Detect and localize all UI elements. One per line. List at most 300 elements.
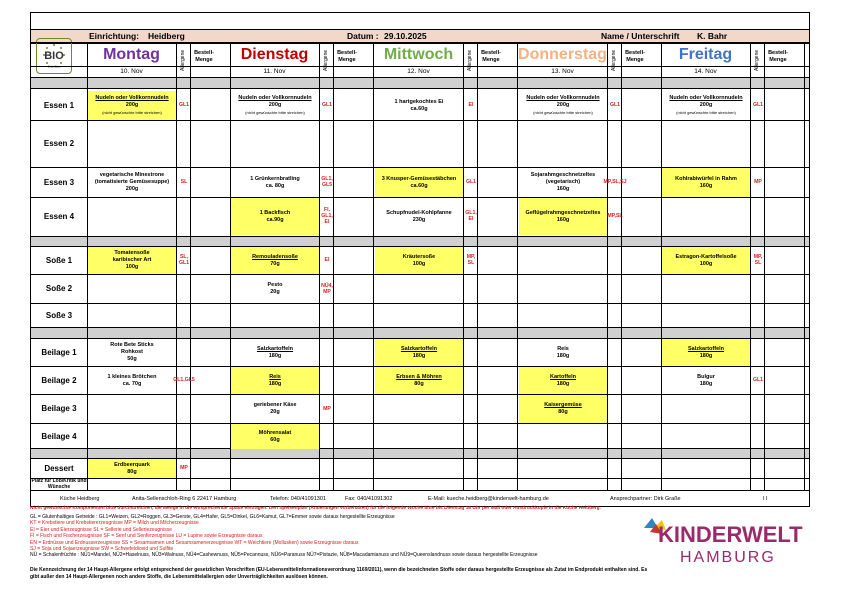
row-label-beilage3: Beilage 3 xyxy=(41,404,77,413)
bestellmenge-header xyxy=(477,50,505,64)
bestellmenge-input[interactable] xyxy=(334,304,361,327)
dish-text: 200g xyxy=(699,102,713,108)
menge-line: Menge xyxy=(338,57,356,63)
bestell-line: Bestell- xyxy=(481,50,501,56)
allergen-cell: GL1 xyxy=(752,377,764,383)
name-value: K. Bahr xyxy=(697,31,728,41)
dish-text: 80g xyxy=(558,409,568,415)
dish-text: ca. 70g xyxy=(122,380,142,387)
bestellmenge-input[interactable] xyxy=(334,247,361,274)
allergen-cell xyxy=(176,303,192,327)
dish-text: Erbsen & Möhren xyxy=(396,373,442,380)
dish-cell xyxy=(519,339,607,366)
dish-cell xyxy=(88,275,176,303)
day-name-mo: Montag xyxy=(103,46,160,63)
dish-cell xyxy=(88,121,176,167)
dish-cell xyxy=(662,247,750,274)
dish-text: ca. 80g xyxy=(265,182,285,189)
dish-text: ca.60g xyxy=(410,182,428,189)
allergen-cell: MP, SL xyxy=(753,254,763,266)
dish-cell xyxy=(88,367,176,394)
dish-cell xyxy=(375,304,463,327)
bestellmenge-input[interactable] xyxy=(622,304,649,327)
day-date-mi: 12. Nov xyxy=(374,66,463,77)
bestellmenge-input[interactable] xyxy=(765,198,792,235)
bestellmenge-input[interactable] xyxy=(191,198,218,235)
day-name-do: Donnerstag xyxy=(518,46,607,63)
allergen-cell xyxy=(607,458,623,478)
bestellmenge-input[interactable] xyxy=(478,275,505,303)
legend-line: KT = Krebstiere und Krebstiererzeugnisse MP = Milch und Milcherzeugnisse xyxy=(30,520,199,527)
allergene-header: Allergene xyxy=(180,49,186,71)
dish-cell xyxy=(231,247,319,274)
dish-cell xyxy=(519,91,607,120)
dish-cell xyxy=(375,339,463,366)
dish-cell xyxy=(662,424,750,449)
dish-text: 180g xyxy=(556,352,570,359)
menge-line: Menge xyxy=(626,57,644,63)
bestellmenge-input[interactable] xyxy=(334,339,361,366)
svg-text:KINDERWELT: KINDERWELT xyxy=(658,522,803,547)
allergen-cell xyxy=(463,120,479,167)
allergen-cell xyxy=(607,274,623,303)
bestellmenge-input[interactable] xyxy=(191,424,218,449)
dish-cell xyxy=(519,247,607,274)
dish-cell xyxy=(375,91,463,120)
dish-cell xyxy=(519,424,607,449)
dish-text: 100g xyxy=(699,260,713,267)
bestellmenge-input[interactable] xyxy=(765,247,792,274)
bestellmenge-input[interactable] xyxy=(478,121,505,167)
dish-cell xyxy=(231,424,319,449)
bestellmenge-header xyxy=(190,50,218,64)
bestellmenge-input[interactable] xyxy=(334,275,361,303)
dish-text: 200g xyxy=(125,186,139,192)
dish-cell xyxy=(231,395,319,423)
bestellmenge-input[interactable] xyxy=(478,459,505,478)
dish-cell xyxy=(519,304,607,327)
bestellmenge-input[interactable] xyxy=(334,198,361,235)
legend-line: FI = Fisch und Fischerzeugnisse SF = Senf und Senferzeugnisse LU = Lupine sowie Erzeugnisse daraus xyxy=(30,533,263,540)
dish-text: karibischer Art xyxy=(112,257,152,263)
allergen-legend xyxy=(30,514,538,559)
row-label-beilage4: Beilage 4 xyxy=(41,431,77,441)
bestellmenge-input[interactable] xyxy=(334,168,361,197)
allergen-cell xyxy=(607,366,623,394)
bestellmenge-input[interactable] xyxy=(765,367,792,394)
dish-text: ca.90g xyxy=(266,216,284,223)
dish-text: Salzkartoffeln xyxy=(256,345,294,352)
dish-text: 200g xyxy=(125,102,139,108)
bestell-line: Bestell- xyxy=(194,50,214,56)
svg-text:EU-Bio: EU-Bio xyxy=(47,64,61,69)
bestellmenge-header xyxy=(621,50,649,64)
legend-line: GL = Glutenhaltiges Getreide : GL1=Weizen, GL2=Roggen, GL3=Gerste, GL4=Hafer, GL5=Dinkel, GL6=Kamut, GL7=Emmer sowie daraus hergestellte Erzeugnisse xyxy=(30,514,395,520)
dish-cell xyxy=(375,424,463,449)
dish-text: Schupfnudel-Kohlpfanne xyxy=(386,209,452,216)
allergen-cell xyxy=(463,274,479,303)
footer-fax: Fax: 040/41091302 xyxy=(345,496,393,502)
bestellmenge-input[interactable] xyxy=(622,91,649,120)
dish-text: geriebener Käse xyxy=(253,402,297,408)
bestellmenge-input[interactable] xyxy=(622,339,649,366)
bestellmenge-input[interactable] xyxy=(765,424,792,449)
dish-text: Bulgur xyxy=(697,373,715,380)
bestellmenge-input[interactable] xyxy=(478,304,505,327)
dish-text: (nicht gewünschte bitte streichen) xyxy=(102,110,162,115)
dish-text: Nudeln oder Vollkornnudeln xyxy=(238,95,312,101)
bestellmenge-input[interactable] xyxy=(191,275,218,303)
bestellmenge-input[interactable] xyxy=(478,168,505,197)
dish-cell xyxy=(231,121,319,167)
dish-text: Salzkartoffeln xyxy=(400,345,438,352)
bestellmenge-input[interactable] xyxy=(765,91,792,120)
dish-text: 200g xyxy=(268,102,282,108)
dish-cell xyxy=(519,275,607,303)
allergen-cell xyxy=(607,120,623,167)
bestellmenge-input[interactable] xyxy=(622,198,649,235)
dish-text: Erdbeerquark xyxy=(114,461,150,468)
separator-band xyxy=(31,448,809,458)
footer-ansprech: Ansprechpartner: Dirk Graße xyxy=(610,496,681,502)
grid-hline xyxy=(31,88,809,89)
bestellmenge-input[interactable] xyxy=(334,91,361,120)
bestellmenge-input[interactable] xyxy=(191,91,218,120)
bestellmenge-input[interactable] xyxy=(765,304,792,327)
row-label-sosse2: Soße 2 xyxy=(45,284,73,293)
allergen-cell xyxy=(750,303,766,327)
dish-cell xyxy=(662,367,750,394)
dish-text: 100g xyxy=(412,260,426,267)
allergen-cell xyxy=(176,197,192,235)
bestellmenge-input[interactable] xyxy=(191,395,218,423)
dish-cell xyxy=(662,168,750,197)
bestellmenge-input[interactable] xyxy=(191,459,218,478)
feedback-label: Platz für Lob/Kritik und Wünsche xyxy=(31,478,87,490)
allergen-cell: MP xyxy=(754,179,762,185)
day-date-di: 11. Nov xyxy=(230,66,319,77)
dish-cell xyxy=(662,304,750,327)
dish-cell xyxy=(662,395,750,423)
allergen-cell xyxy=(607,338,623,366)
bestellmenge-input[interactable] xyxy=(191,121,218,167)
dish-text: 60g xyxy=(270,436,280,443)
allergen-cell xyxy=(176,120,192,167)
allergen-cell: GL1,GL5 xyxy=(173,377,195,383)
allergen-cell: NÜ4, MP xyxy=(321,282,333,295)
legend-line: SJ = Soja und Sojaerzeugnisse SW = Schwefeldioxid und Sulfite xyxy=(30,546,174,553)
bestellmenge-input[interactable] xyxy=(622,247,649,274)
dish-text: Kohlrabiwürfel in Rahm xyxy=(675,175,737,182)
bestellmenge-input[interactable] xyxy=(334,424,361,449)
bestellmenge-input[interactable] xyxy=(191,304,218,327)
dish-text: 50g xyxy=(127,356,137,362)
allergen-cell: EI xyxy=(468,102,474,108)
day-date-mo: 10. Nov xyxy=(87,66,176,77)
dish-cell xyxy=(662,339,750,366)
dish-text: Nudeln oder Vollkornnudeln xyxy=(526,95,600,101)
allergen-cell: GL1, GL5 xyxy=(321,176,333,188)
dish-cell xyxy=(231,275,319,303)
dish-cell xyxy=(519,168,607,197)
dish-text: (tomatisierte Gemüsesuppe) xyxy=(94,179,170,185)
dish-cell xyxy=(662,121,750,167)
dish-text: 20g xyxy=(270,289,280,295)
dish-text: 80g xyxy=(414,380,424,387)
allergen-cell: MP,SL,SJ xyxy=(603,179,627,185)
day-name-fr: Freitag xyxy=(678,46,733,63)
legend-line: EI = Eier und Eierzeugnisse SL = Sellerie und Selleriezeugnisse xyxy=(30,526,172,533)
dish-text: vegetarische Minestrone xyxy=(99,172,165,178)
footer-email[interactable]: E-Mail: kueche.heidberg@kinderwelt-hamburg.de xyxy=(428,496,549,502)
grid-hline xyxy=(31,77,809,78)
name-label: Name / Unterschrift xyxy=(601,31,680,41)
allergen-cell xyxy=(607,423,623,449)
dish-text: 3 Knusper-Gemüsestäbchen xyxy=(381,175,457,182)
bestellmenge-input[interactable] xyxy=(622,168,649,197)
allergen-cell xyxy=(176,338,192,366)
bestellmenge-input[interactable] xyxy=(622,395,649,423)
allergen-cell xyxy=(750,338,766,366)
kinderwelt-logo xyxy=(636,512,816,568)
bestellmenge-input[interactable] xyxy=(765,395,792,423)
dish-cell xyxy=(375,395,463,423)
legend-line: EN = Erdnüsse und Erdnusserzeugnisse SS = Sesamsamen und Sesamsamenerzeugnisse WT = Weichtiere (Mollusken) sowie Erzeugnisse daraus xyxy=(30,539,359,546)
allergen-cell: MP,SL xyxy=(607,213,623,219)
bestellmenge-input[interactable] xyxy=(622,121,649,167)
dish-text: 1 kleines Brötchen xyxy=(107,373,157,380)
grid-hline xyxy=(31,327,809,328)
dish-text: 180g xyxy=(412,352,426,359)
allergen-cell xyxy=(607,303,623,327)
allergene-header: Allergene xyxy=(611,49,617,71)
dish-cell xyxy=(375,121,463,167)
dish-text: Kräutersoße xyxy=(402,253,436,260)
bestellmenge-input[interactable] xyxy=(334,459,361,478)
dish-text: 1 Grünkernbratling xyxy=(250,175,300,182)
dish-cell xyxy=(88,395,176,423)
menge-line: Menge xyxy=(195,57,213,63)
bestellmenge-input[interactable] xyxy=(191,247,218,274)
dish-cell xyxy=(88,168,176,197)
allergen-cell xyxy=(176,394,192,423)
bestell-line: Bestell- xyxy=(337,50,357,56)
day-name-mi: Mittwoch xyxy=(383,46,454,63)
dish-text: Nudeln oder Vollkornnudeln xyxy=(95,95,169,101)
svg-text:HAMBURG: HAMBURG xyxy=(680,549,776,566)
bestellmenge-input[interactable] xyxy=(478,367,505,394)
dish-text: 100g xyxy=(125,264,139,270)
separator-band xyxy=(31,327,809,338)
datum-label: Datum : xyxy=(347,31,379,41)
dish-text: Salzkartoffeln xyxy=(687,345,725,352)
dish-text: Möhrensalat xyxy=(258,429,292,436)
dish-text: 160g xyxy=(556,216,570,223)
row-label-sosse3: Soße 3 xyxy=(45,310,73,320)
dish-text: 180g xyxy=(699,380,713,387)
bestellmenge-input[interactable] xyxy=(478,91,505,120)
bestellmenge-input[interactable] xyxy=(478,198,505,235)
allergen-cell xyxy=(463,303,479,327)
allergene-header: Allergene xyxy=(467,49,473,71)
footer-adresse: Anita-Sellenschloh-Ring 6 22417 Hamburg xyxy=(132,496,237,502)
allergen-cell: GL1 xyxy=(321,102,333,108)
row-label-essen1: Essen 1 xyxy=(43,100,75,110)
menge-line: Menge xyxy=(769,57,787,63)
grid-vline xyxy=(373,42,374,490)
allergen-cell: GL1 xyxy=(609,102,621,108)
bestellmenge-input[interactable] xyxy=(622,367,649,394)
bestellmenge-input[interactable] xyxy=(765,275,792,303)
feedback-input[interactable] xyxy=(88,479,808,490)
allergen-cell: MP xyxy=(180,465,188,471)
dish-cell xyxy=(375,459,463,478)
bestellmenge-input[interactable] xyxy=(191,168,218,197)
row-label-essen2: Essen 2 xyxy=(43,139,75,148)
bestellmenge-input[interactable] xyxy=(622,424,649,449)
dish-text: (nicht gewünschte bitte streichen) xyxy=(533,110,593,115)
bestellmenge-input[interactable] xyxy=(765,168,792,197)
dish-text: 230g xyxy=(412,216,426,223)
dish-cell xyxy=(519,367,607,394)
bestell-line: Bestell- xyxy=(625,50,645,56)
dish-cell xyxy=(88,339,176,366)
disclaimer-2: gibt außer den 14 Haupt-Allergenen noch andere Stoffe, die Lebensmittelallergien oder Unverträglichkeiten auslösen können. xyxy=(30,574,328,580)
dish-cell xyxy=(88,247,176,274)
dish-text: Nudeln oder Vollkornnudeln xyxy=(669,95,743,101)
dish-cell xyxy=(231,367,319,394)
dish-text: Remouladensoße xyxy=(252,253,298,260)
row-label-beilage2: Beilage 2 xyxy=(41,375,77,385)
allergen-cell xyxy=(319,338,335,366)
bestellmenge-input[interactable] xyxy=(334,395,361,423)
bestellmenge-input[interactable] xyxy=(478,247,505,274)
disclaimer-1: Die Kennzeichnung der 14 Haupt-Allergene erfolgt entsprechend der gesetzlichen Vorschriften (EU-Lebensmittelinformationsverordnung 1169/2011), wenn die bezeichneten Stoffe oder daraus hergestellte Erzeugnisse als Zutat im Endprodukt enthalten sind. Es xyxy=(30,567,648,573)
dish-text: 180g xyxy=(556,380,570,387)
allergen-cell: MP, SL xyxy=(466,254,476,266)
bestellmenge-input[interactable] xyxy=(765,459,792,478)
bestellmenge-input[interactable] xyxy=(622,459,649,478)
dish-cell xyxy=(662,275,750,303)
allergen-cell xyxy=(750,423,766,449)
dish-cell xyxy=(88,91,176,120)
allergene-header: Allergene xyxy=(323,49,329,71)
allergen-cell: GL1 xyxy=(465,179,477,185)
row-label-sosse1: Soße 1 xyxy=(45,255,73,265)
dish-cell xyxy=(375,247,463,274)
allergen-cell: EI xyxy=(324,257,330,263)
dish-text: Rohkost xyxy=(121,349,143,355)
bestellmenge-input[interactable] xyxy=(478,424,505,449)
dish-text: (vegetarisch) xyxy=(545,179,581,185)
bestell-line: Bestell- xyxy=(768,50,788,56)
allergen-cell xyxy=(319,120,335,167)
dish-text: ca.60g xyxy=(410,105,428,112)
bio-logo-icon xyxy=(36,38,72,74)
bestellmenge-input[interactable] xyxy=(478,395,505,423)
legend-line: NÜ = Schalenfrüchte : NÜ1=Mandel, NÜ2=Haselnuss, NÜ3=Walnuss, NÜ4=Cashewnuss, NÜ5=Pecannuss, NÜ6=Paranuss NÜ7=Pistazie, NÜ8=Macadamianuss und NÜ9=Queenslandnuss sowie daraus hergestellte Erzeugnisse xyxy=(30,552,538,559)
dish-text: Estragon-Kartoffelsoße xyxy=(675,253,737,260)
bestellmenge-input[interactable] xyxy=(622,275,649,303)
allergen-cell: GL1 xyxy=(178,102,190,108)
dish-text: 80g xyxy=(127,468,137,475)
footer-telefon: Telefon: 040/41091301 xyxy=(270,496,326,502)
dish-text: Tomatensoße xyxy=(114,250,150,256)
allergen-cell xyxy=(607,394,623,423)
allergen-cell: GL1, EI xyxy=(465,210,477,222)
bestellmenge-header xyxy=(764,50,792,64)
einrichtung-label: Einrichtung: xyxy=(89,31,140,41)
dish-text: 1 hartgekochtes Ei xyxy=(394,98,444,105)
allergen-cell xyxy=(319,303,335,327)
bestellmenge-input[interactable] xyxy=(765,339,792,366)
dish-text: Kaisergemüse xyxy=(544,402,582,408)
datum-value: 29.10.2025 xyxy=(384,31,427,41)
allergen-cell xyxy=(750,274,766,303)
grid-hline xyxy=(31,236,809,237)
row-label-essen4: Essen 4 xyxy=(43,211,75,221)
bestellmenge-input[interactable] xyxy=(191,339,218,366)
allergen-cell xyxy=(463,423,479,449)
row-label-essen3: Essen 3 xyxy=(43,177,75,187)
grid-vline xyxy=(804,42,805,490)
dish-text: Geflügelrahmgeschnetzeltes xyxy=(525,209,601,216)
dish-cell xyxy=(519,121,607,167)
dish-cell xyxy=(231,91,319,120)
allergen-cell xyxy=(463,458,479,478)
bestellmenge-input[interactable] xyxy=(334,121,361,167)
footer-page: I I xyxy=(763,496,768,502)
dish-text: (nicht gewünschte bitte streichen) xyxy=(676,110,736,115)
dish-text: 70g xyxy=(270,260,280,267)
dish-cell xyxy=(375,275,463,303)
bestellmenge-input[interactable] xyxy=(191,367,218,394)
footer-kueche: Küche Heidberg xyxy=(60,496,100,502)
allergen-cell xyxy=(750,120,766,167)
allergen-cell xyxy=(176,423,192,449)
bestellmenge-input[interactable] xyxy=(765,121,792,167)
dish-cell xyxy=(519,395,607,423)
bestellmenge-input[interactable] xyxy=(478,339,505,366)
dish-cell xyxy=(375,367,463,394)
allergen-cell xyxy=(463,366,479,394)
einrichtung-value: Heidberg xyxy=(148,31,185,41)
bestellmenge-input[interactable] xyxy=(334,367,361,394)
day-name-di: Dienstag xyxy=(240,46,309,63)
dish-cell xyxy=(662,459,750,478)
dish-cell xyxy=(519,459,607,478)
grid-vline xyxy=(517,42,518,490)
grid-hline xyxy=(31,42,809,43)
dish-text: 160g xyxy=(556,186,570,192)
grid-hline xyxy=(31,66,809,67)
dish-text: 180g xyxy=(699,352,713,359)
allergen-cell: GL1 xyxy=(752,102,764,108)
dish-cell xyxy=(662,198,750,235)
allergen-cell: MP xyxy=(323,405,331,412)
dish-cell xyxy=(375,198,463,235)
allergen-cell: FI, GL1, EI xyxy=(321,207,333,225)
dish-text: (nicht gewünschte bitte streichen) xyxy=(245,110,305,115)
bestellmenge-header xyxy=(333,50,361,64)
separator-band xyxy=(31,236,809,246)
dish-text: Pesto xyxy=(267,282,283,288)
allergen-cell xyxy=(463,394,479,423)
dish-text: 180g xyxy=(268,352,282,359)
allergene-header: Allergene xyxy=(754,49,760,71)
allergen-cell: SL, GL1 xyxy=(178,254,190,266)
svg-text:BIO: BIO xyxy=(44,50,64,62)
